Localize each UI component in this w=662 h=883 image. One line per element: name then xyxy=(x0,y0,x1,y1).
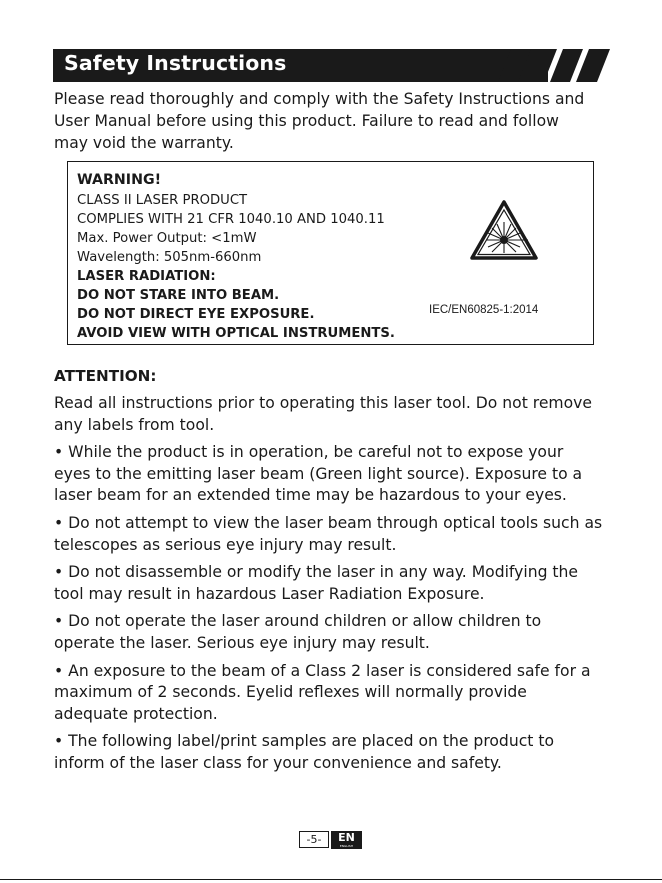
language-code: EN xyxy=(338,831,355,844)
attention-body xyxy=(54,393,604,781)
bottom-divider xyxy=(0,879,662,880)
warning-line: AVOID VIEW WITH OPTICAL INSTRUMENTS. xyxy=(77,326,395,341)
intro-paragraph: Please read thoroughly and comply with the Safety Instructions and User Manual before using this product. Failure to read and follow may void the warranty. xyxy=(54,90,585,152)
warning-line: LASER RADIATION: xyxy=(77,269,216,284)
instruction-paragraph: • The following label/print samples are placed on the product to inform of the laser class for your convenience and safety. xyxy=(54,732,555,772)
warning-line: DO NOT STARE INTO BEAM. xyxy=(77,288,280,303)
instruction-paragraph: Read all instructions prior to operating this laser tool. Do not remove any labels from tool. xyxy=(54,394,592,434)
decorative-stripes xyxy=(498,49,610,82)
warning-line: DO NOT DIRECT EYE EXPOSURE. xyxy=(77,307,315,322)
warning-text-block xyxy=(77,170,467,343)
warning-line: CLASS II LASER PRODUCT xyxy=(77,193,248,208)
standard-label: IEC/EN60825-1:2014 xyxy=(429,304,539,316)
instruction-paragraph: • An exposure to the beam of a Class 2 laser is considered safe for a maximum of 2 seconds. Eyelid reflexes will normally provide adequate protection. xyxy=(54,661,591,723)
language-badge xyxy=(331,831,362,849)
attention-heading: ATTENTION: xyxy=(54,367,157,385)
instruction-paragraph: • Do not operate the laser around children or allow children to operate the laser. Serious eye injury may result. xyxy=(54,612,542,652)
warning-label-box xyxy=(67,161,594,345)
section-title-bar xyxy=(53,49,548,82)
instruction-paragraph: • Do not attempt to view the laser beam through optical tools such as telescopes as serious eye injury may result. xyxy=(54,513,603,554)
language-name: ENGLISH xyxy=(339,844,354,848)
page-title: Safety Instructions xyxy=(64,51,287,75)
page-number: -5- xyxy=(299,831,329,848)
laser-warning-icon xyxy=(470,200,538,260)
warning-line: Max. Power Output: <1mW xyxy=(77,231,257,246)
instruction-paragraph: • While the product is in operation, be careful not to expose your eyes to the emitting laser beam (Green light source). Exposure to a laser beam for an extended time may be hazardous to your eyes. xyxy=(54,443,583,505)
warning-line: COMPLIES WITH 21 CFR 1040.10 AND 1040.11 xyxy=(77,212,385,227)
warning-line: Wavelength: 505nm-660nm xyxy=(77,250,262,265)
instruction-paragraph: • Do not disassemble or modify the laser in any way. Modifying the tool may result in hazardous Laser Radiation Exposure. xyxy=(54,563,579,603)
warning-title: WARNING! xyxy=(77,172,162,188)
